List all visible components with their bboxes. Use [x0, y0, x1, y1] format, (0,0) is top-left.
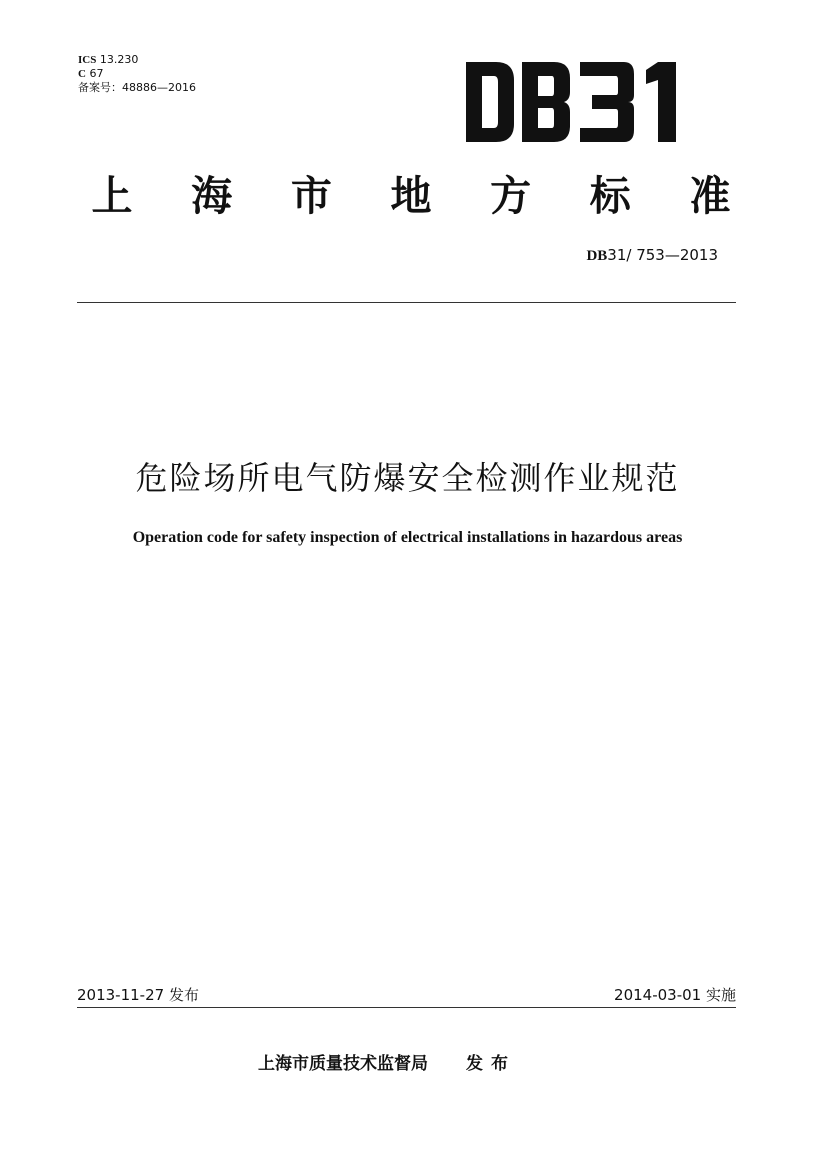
publisher-action: 发布: [466, 1054, 516, 1074]
title-chinese: 危险场所电气防爆安全检测作业规范: [135, 459, 680, 497]
issue-date: 2013-11-27 发布: [77, 986, 199, 1004]
standard-number-rest: 31/ 753—2013: [607, 246, 718, 264]
banner-char: 方: [490, 171, 532, 220]
banner-char: 地: [390, 171, 432, 220]
record-line: [78, 81, 196, 95]
record-value: 48886—2016: [122, 81, 196, 94]
ics-value: 13.230: [99, 53, 139, 66]
ics-label: ICS: [78, 54, 97, 66]
banner-char: 市: [290, 171, 332, 220]
ics-line: [78, 53, 196, 67]
banner-char: 上: [91, 171, 133, 220]
implementation-date: 2014-03-01 实施: [614, 986, 736, 1004]
banner-char: 标: [589, 171, 631, 220]
record-label: 备案号：: [78, 81, 122, 94]
publisher-name: 上海市质量技术监督局: [258, 1054, 428, 1074]
db31-logo: [466, 62, 693, 142]
publisher-line: [258, 1049, 516, 1074]
classification-block: [78, 53, 196, 95]
banner-char: 准: [689, 171, 731, 220]
ccs-value: 67: [89, 67, 104, 80]
standard-number-prefix: DB: [586, 248, 608, 264]
ccs-line: [78, 67, 196, 81]
local-standard-banner: [86, 164, 736, 220]
banner-char: 海: [191, 171, 233, 220]
footer-divider: [77, 1007, 736, 1008]
ccs-label: C: [78, 68, 86, 80]
title-english: Operation code for safety inspection of electrical installations in hazardous areas: [132, 529, 683, 546]
standard-number: [586, 246, 718, 265]
db31-logo-graphic: [466, 62, 693, 142]
header-divider: [77, 302, 736, 303]
